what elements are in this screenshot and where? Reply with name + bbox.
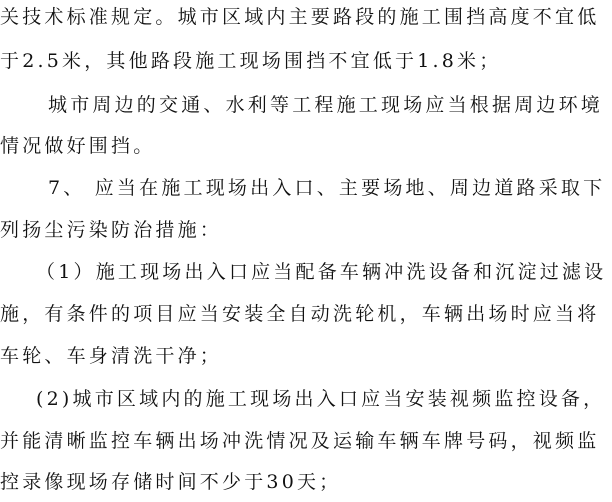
list-item-2-start: (2)城市区域内的施工现场出入口应当安装视频监控设备，	[36, 388, 606, 410]
paragraph-start-line: 城市周边的交通、水利等工程施工现场应当根据周边环境	[48, 94, 604, 116]
text-line-2: 于2.5米，其他路段施工现场围挡不宜低于1.8米；	[0, 50, 502, 72]
text-line-1: 关技术标准规定。城市区域内主要路段的施工围挡高度不宜低	[0, 6, 600, 28]
list-item-1-start: （1）施工现场出入口应当配备车辆冲洗设备和沉淀过滤设	[36, 261, 607, 283]
text-line-6: 列扬尘污染防治措施：	[0, 219, 223, 241]
item-7-heading: 7、 应当在施工现场出入口、主要场地、周边道路采取下	[48, 177, 606, 199]
text-line-8: 施，有条件的项目应当安装全自动洗轮机，车辆出场时应当将	[0, 303, 600, 325]
text-line-9: 车轮、车身清洗干净；	[0, 345, 223, 367]
text-line-4: 情况做好围挡。	[0, 135, 156, 157]
text-line-12: 控录像现场存储时间不少于30天；	[0, 471, 342, 493]
text-line-11: 并能清晰监控车辆出场冲洗情况及运输车辆车牌号码，视频监	[0, 430, 600, 452]
